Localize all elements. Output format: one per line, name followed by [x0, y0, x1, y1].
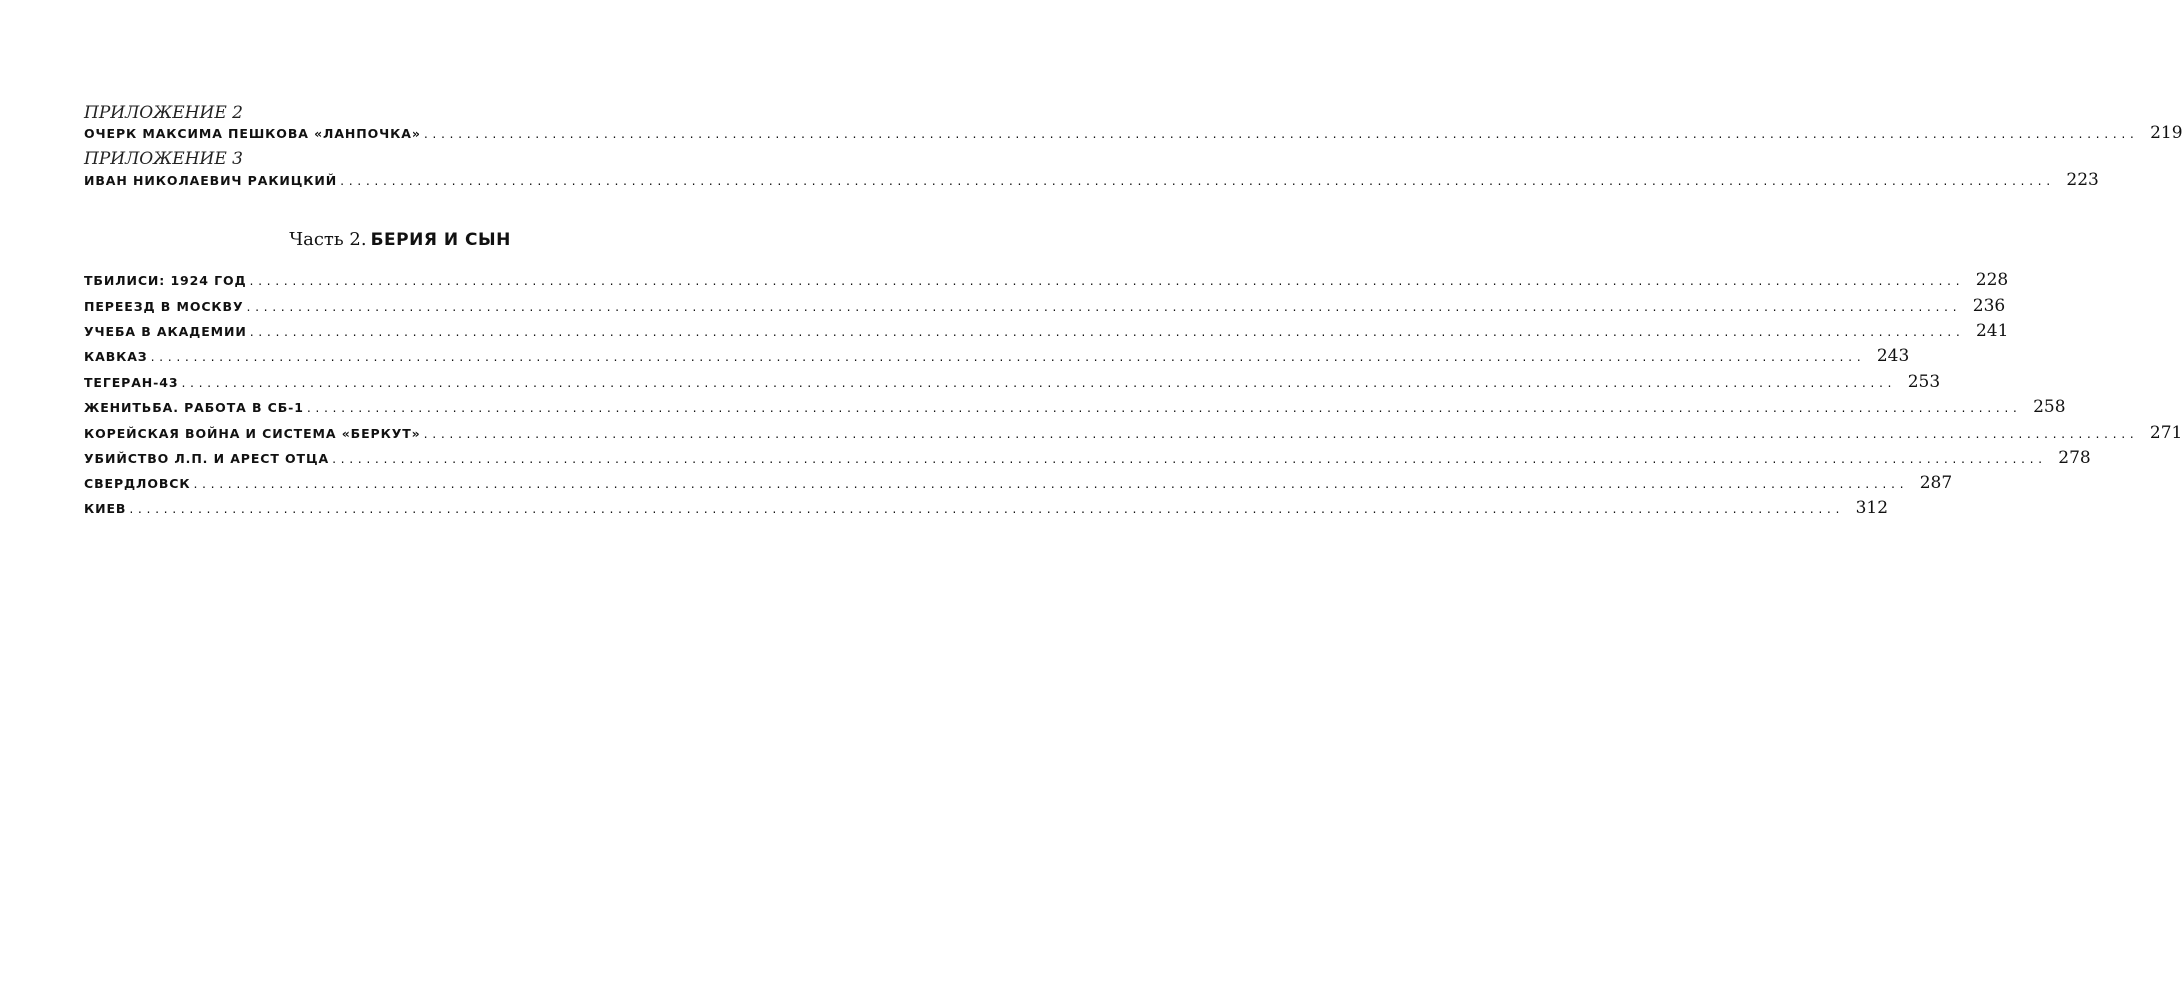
toc-entry-title: ПЕРЕЕЗД В МОСКВУ — [84, 299, 244, 314]
dot-leader: ........................................................................................................................................................................................................ — [246, 299, 1962, 314]
dot-leader: ........................................................................................................................................................................................................ — [181, 375, 1897, 390]
toc-entry-title: ТЕГЕРАН-43 — [84, 375, 179, 390]
toc-entry-page: 287 — [1919, 473, 1953, 493]
toc-entry-page: 312 — [1855, 498, 1889, 518]
toc-row[interactable] — [84, 423, 2183, 443]
toc-row[interactable] — [84, 397, 2066, 417]
toc-entry-title: УБИЙСТВО Л.П. И АРЕСТ ОТЦА — [84, 451, 330, 466]
toc-entry-title: ЖЕНИТЬБА. РАБОТА В СБ-1 — [84, 400, 304, 415]
dot-leader: ........................................................................................................................................................................................................ — [129, 501, 1845, 516]
dot-leader: ........................................................................................................................................................................................................ — [423, 126, 2139, 141]
toc-entry-page: 228 — [1975, 270, 2009, 290]
toc-entry-page: 271 — [2149, 423, 2183, 443]
part-heading — [0, 229, 800, 250]
toc-row-appendix-3[interactable] — [84, 170, 2099, 190]
toc-row[interactable] — [84, 321, 2009, 341]
toc-entry-title: ОЧЕРК МАКСИМА ПЕШКОВА «ЛАНПОЧКА» — [84, 126, 421, 141]
dot-leader: ........................................................................................................................................................................................................ — [306, 400, 2022, 415]
dot-leader: ........................................................................................................................................................................................................ — [150, 349, 1866, 364]
toc-row[interactable] — [84, 372, 1941, 392]
dot-leader: ........................................................................................................................................................................................................ — [340, 173, 2055, 188]
toc-entry-title: КИЕВ — [84, 501, 127, 516]
toc-row[interactable] — [84, 296, 2006, 316]
dot-leader: ........................................................................................................................................................................................................ — [249, 273, 1965, 288]
toc-row-appendix-2[interactable] — [84, 123, 2183, 143]
toc-row[interactable] — [84, 473, 1953, 493]
toc-entry-page: 241 — [1975, 321, 2009, 341]
toc-entry-page: 243 — [1876, 346, 1910, 366]
toc-entry-page: 258 — [2033, 397, 2066, 417]
toc-row[interactable] — [84, 346, 1910, 366]
part-name: БЕРИЯ И СЫН — [370, 230, 511, 250]
toc-entry-title: ИВАН НИКОЛАЕВИЧ РАКИЦКИЙ — [84, 173, 338, 188]
toc-row[interactable] — [84, 498, 1889, 518]
toc-entry-page: 253 — [1907, 372, 1941, 392]
dot-leader: ........................................................................................................................................................................................................ — [332, 451, 2047, 466]
toc-entry-title: ТБИЛИСИ: 1924 ГОД — [84, 273, 247, 288]
toc-entry-page: 223 — [2066, 170, 2099, 190]
toc-entry-title: КОРЕЙСКАЯ ВОЙНА И СИСТЕМА «БЕРКУТ» — [84, 426, 421, 441]
appendix-2-heading: ПРИЛОЖЕНИЕ 2 — [84, 103, 244, 123]
dot-leader: ........................................................................................................................................................................................................ — [423, 426, 2139, 441]
dot-leader: ........................................................................................................................................................................................................ — [193, 476, 1909, 491]
toc-entry-title: УЧЕБА В АКАДЕМИИ — [84, 324, 247, 339]
toc-row[interactable] — [84, 270, 2009, 290]
part-prefix: Часть 2. — [289, 229, 367, 250]
toc-entry-page: 236 — [1972, 296, 2006, 316]
appendix-3-heading: ПРИЛОЖЕНИЕ 3 — [84, 149, 244, 169]
toc-entry-page: 278 — [2058, 448, 2091, 468]
toc-entry-page: 219 — [2150, 123, 2183, 143]
dot-leader: ........................................................................................................................................................................................................ — [249, 324, 1965, 339]
toc-row[interactable] — [84, 448, 2091, 468]
toc-entry-title: КАВКАЗ — [84, 349, 148, 364]
toc-entry-title: СВЕРДЛОВСК — [84, 476, 191, 491]
